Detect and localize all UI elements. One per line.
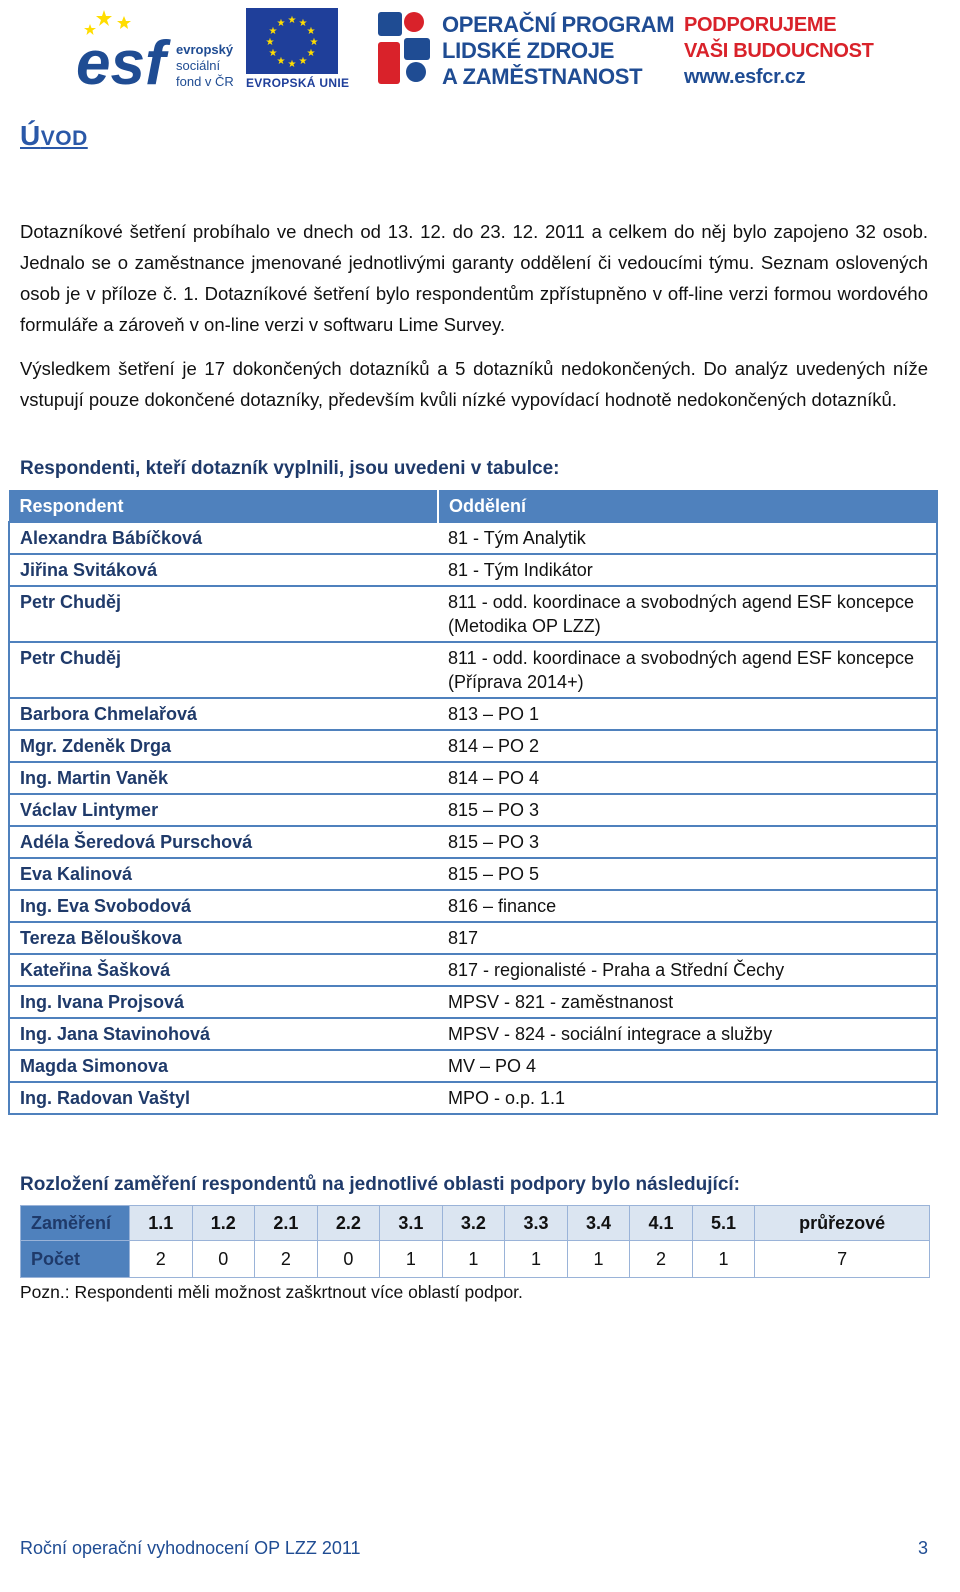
svg-text:★: ★ [306, 48, 316, 59]
respondent-department: 815 – PO 5 [448, 864, 540, 884]
respondent-name: Jiřina Svitáková [20, 560, 158, 580]
svg-text:★: ★ [268, 26, 278, 37]
count-cell: 1 [380, 1241, 443, 1278]
respondent-department: 813 – PO 1 [448, 704, 540, 724]
count-row [21, 1241, 930, 1278]
slogan-line-2: VAŠI BUDOUCNOST [684, 40, 874, 62]
count-cell: 0 [317, 1241, 380, 1278]
table-row [9, 522, 937, 554]
svg-text:★: ★ [298, 18, 308, 29]
respondent-name: Petr Chuděj [20, 592, 122, 612]
focus-area-cell: 3.1 [380, 1206, 443, 1241]
op-line-2: LIDSKÉ ZDROJE [442, 38, 615, 63]
table-row [9, 762, 937, 794]
respondent-name: Barbora Chmelařová [20, 704, 198, 724]
table-row [9, 730, 937, 762]
count-cell: 2 [255, 1241, 318, 1278]
table-row [9, 794, 937, 826]
intro-paragraph: Dotazníkové šetření probíhalo ve dnech od 13. 12. do 23. 12. 2011 a celkem do něj bylo zapojeno 32 osob. Jednalo se o zaměstnance jmenované jednotlivými garanty oddělení či vedoucími týmu. Seznam oslovených osob je v příloze č. 1. Dotazníkové šetření bylo respondentům zpřístupněno v off-line verzi formou wordového formuláře a zároveň v on-line verzi v softwaru Lime Survey. [20, 221, 928, 335]
svg-text:★: ★ [287, 15, 297, 26]
count-cell: 0 [192, 1241, 255, 1278]
op-line-3: A ZAMĚSTNANOST [442, 64, 643, 89]
respondent-department: 814 – PO 4 [448, 768, 540, 788]
svg-text:esf: esf [76, 29, 166, 90]
table-row [9, 858, 937, 890]
respondents-lead: Respondenti, kteří dotazník vyplnili, jsou uvedeni v tabulce: [20, 458, 560, 479]
respondent-name: Magda Simonova [20, 1056, 169, 1076]
esf-small-1: evropský [176, 42, 234, 57]
count-cell: 2 [130, 1241, 193, 1278]
focus-area-cell: 5.1 [692, 1206, 755, 1241]
focus-area-cell: 4.1 [630, 1206, 693, 1241]
respondent-department: 811 - odd. koordinace a svobodných agend ESF koncepce (Příprava 2014+) [448, 648, 914, 692]
table-row [9, 642, 937, 698]
focus-area-cell: 2.1 [255, 1206, 318, 1241]
focus-area-cell: 1.2 [192, 1206, 255, 1241]
slogan-line-1: PODPORUJEME [684, 14, 837, 36]
header-logos [76, 4, 896, 92]
focus-area-cell: 3.4 [567, 1206, 630, 1241]
table-row [9, 1018, 937, 1050]
focus-area-cell: 1.1 [130, 1206, 193, 1241]
svg-text:★: ★ [287, 59, 297, 70]
svg-text:★: ★ [276, 18, 286, 29]
title-rest: VOD [40, 127, 88, 150]
count-cell: 1 [505, 1241, 568, 1278]
respondent-name: Alexandra Bábíčková [20, 528, 203, 548]
respondent-name: Mgr. Zdeněk Drga [20, 736, 172, 756]
respondent-department: MPSV - 821 - zaměstnanost [448, 992, 674, 1012]
focus-label: Zaměření [21, 1206, 130, 1241]
slogan-url[interactable]: www.esfcr.cz [684, 66, 806, 88]
respondent-name: Václav Lintymer [20, 800, 159, 820]
distribution-lead: Rozložení zaměření respondentů na jednotlivé oblasti podpory bylo následující: [20, 1174, 740, 1195]
eu-stars-icon [246, 8, 338, 74]
table-row [9, 1082, 937, 1114]
table-row [9, 1050, 937, 1082]
respondent-department: 811 - odd. koordinace a svobodných agend ESF koncepce (Metodika OP LZZ) [448, 592, 914, 636]
esf-small-2: sociální [176, 58, 221, 73]
respondent-name: Ing. Eva Svobodová [20, 896, 192, 916]
note: Pozn.: Respondenti měli možnost zaškrtnout více oblastí podpor. [20, 1282, 523, 1302]
respondent-department: 81 - Tým Analytik [448, 528, 586, 548]
count-cell: 1 [442, 1241, 505, 1278]
respondent-name: Petr Chuděj [20, 648, 122, 668]
table-row [9, 698, 937, 730]
svg-text:★: ★ [306, 26, 316, 37]
table-row [9, 954, 937, 986]
count-cell: 2 [630, 1241, 693, 1278]
svg-text:★: ★ [298, 56, 308, 67]
table-row [9, 586, 937, 642]
page-number: 3 [917, 1538, 928, 1558]
table-header-row [9, 491, 937, 523]
page-title [20, 120, 88, 152]
respondent-name: Ing. Jana Stavinohová [20, 1024, 211, 1044]
respondent-department: 817 [448, 928, 479, 948]
respondent-name: Ing. Ivana Projsová [20, 992, 185, 1012]
count-cell: 7 [755, 1241, 930, 1278]
eu-flag [246, 8, 338, 74]
respondent-name: Adéla Šeredová Purschová [20, 832, 253, 852]
header-respondent: Respondent [9, 491, 438, 523]
distribution-table [20, 1205, 930, 1278]
svg-text:★: ★ [265, 37, 275, 48]
svg-text:★: ★ [268, 48, 278, 59]
respondent-department: 817 - regionalisté - Praha a Střední Čechy [448, 960, 785, 980]
focus-area-cell: 3.2 [442, 1206, 505, 1241]
count-cell: 1 [567, 1241, 630, 1278]
respondent-name: Tereza Bělouškova [20, 928, 182, 948]
table-row [9, 890, 937, 922]
respondent-department: 815 – PO 3 [448, 800, 540, 820]
count-label: Počet [21, 1241, 130, 1278]
op-lzz-name [442, 12, 674, 90]
respondent-department: MPSV - 824 - sociální integrace a služby [448, 1024, 773, 1044]
respondent-name: Eva Kalinová [20, 864, 133, 884]
table-row [9, 986, 937, 1018]
header-department: Oddělení [438, 491, 937, 523]
op-lzz-logo [374, 8, 434, 88]
footer-text: Roční operační vyhodnocení OP LZZ 2011 [20, 1538, 361, 1558]
svg-text:★: ★ [276, 56, 286, 67]
respondent-department: MPO - o.p. 1.1 [448, 1088, 566, 1108]
svg-text:★: ★ [309, 37, 319, 48]
respondent-name: Ing. Martin Vaněk [20, 768, 169, 788]
title-first-letter: Ú [20, 120, 41, 151]
focus-area-cell: 3.3 [505, 1206, 568, 1241]
op-line-1: OPERAČNÍ PROGRAM [442, 12, 675, 37]
focus-row [21, 1206, 930, 1241]
eu-label: EVROPSKÁ UNIE [246, 76, 350, 90]
esf-logo [76, 6, 236, 90]
table-row [9, 922, 937, 954]
slogan [684, 12, 874, 90]
table-row [9, 554, 937, 586]
focus-area-cell: 2.2 [317, 1206, 380, 1241]
count-cell: 1 [692, 1241, 755, 1278]
respondent-department: MV – PO 4 [448, 1056, 537, 1076]
respondents-table [8, 490, 938, 1115]
respondent-name: Ing. Radovan Vaštyl [20, 1088, 191, 1108]
focus-area-cell: průřezové [755, 1206, 930, 1241]
respondent-name: Kateřina Šašková [20, 960, 171, 980]
respondent-department: 81 - Tým Indikátor [448, 560, 593, 580]
respondent-department: 816 – finance [448, 896, 557, 916]
esf-small-3: fond v ČR [176, 74, 234, 89]
respondent-department: 815 – PO 3 [448, 832, 540, 852]
results-paragraph: Výsledkem šetření je 17 dokončených dotazníků a 5 dotazníků nedokončených. Do analýz uvedených níže vstupují pouze dokončené dotazníky, především kvůli nízké vypovídací hodnotě nedokončených dotazníků. [20, 358, 928, 410]
table-row [9, 826, 937, 858]
respondent-department: 814 – PO 2 [448, 736, 540, 756]
